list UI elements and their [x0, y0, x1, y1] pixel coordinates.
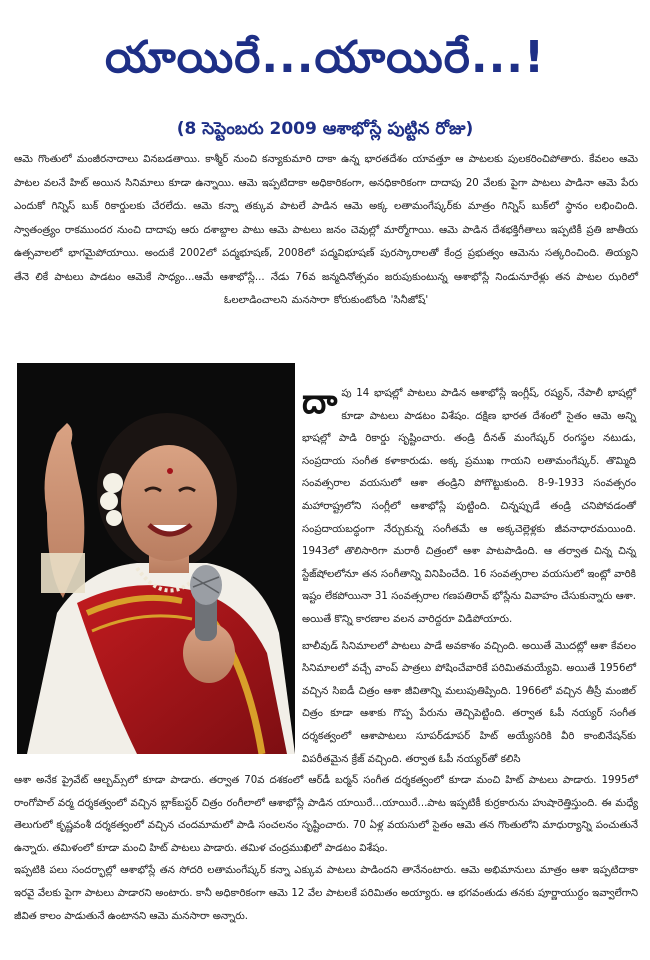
drop-cap: దా: [302, 382, 338, 422]
page-title: యాయిరే...యాయిరే...!: [104, 32, 546, 83]
column-paragraph-1-text: పు 14 భాషల్లో పాటలు పాడిన ఆశాభోస్లే ఇంగ్లీష్, రష్యన్, నేపాలీ భాషల్లో కూడా పాటలు పాడటం విశేషం. దక్షిణ భారత దేశంలో సైతం ఆమె అన్ని భాషల్లో పాడి రికార్డు సృష్టించారు. తండ్రి దీనత్ మంగేష్కర్ రంగస్థల నటుడు, సంప్రదాయ సంగీత కళాకారుడు. అక్క ప్రముఖ గాయని లతామంగేష్కర్. తొమ్మిది సంవత్సరాల వయసులో ఆశా తండ్రిని పోగొట్టుకుంది. 8-9-1933 సంవత్సరం మహారాష్ట్రలోని సంగ్లీలో ఆశాభోస్లే పుట్టింది. చిన్నప్పుడే తండ్రి చనిపోవడంతో సంప్రదాయబద్ధంగా నేర్చుకున్న సంగీతమే ఆ అక్కచెల్లెళ్లకు జీవనాధారమయింది. 1943లో తొలిసారిగా మరాఠీ చిత్రంలో ఆశా పాటపాడింది. ఆ తర్వాత చిన్న చిన్న స్టేజ్‌షోలలోనూ తన సంగీతాన్ని వినిపించేది. 16 సంవత్సరాల వయసులో ఇంట్లో వారికి ఇష్టం లేకపోయినా 31 సంవత్సరాల గణపతిరావ్ భోస్లేను వివాహం చేసుకున్నారు ఆశా. అయితే కొన్ని కారణాల వలన వారిద్దరూ విడిపోయారు.: [302, 388, 636, 625]
bottom-paragraph-2: ఇప్పటికి పలు సందర్భాల్లో ఆశాభోస్లే తన సోదరి లతామంగేష్కర్ కన్నా ఎక్కువ పాటలు పాడిందని తానేనంటారు. ఆమె అభిమానులు మాత్రం ఆశా ఇప్పటిదాకా ఇరవై వేలకు పైగా పాటలు పాడారని అంటారు. కానీ అధికారికంగా ఆమె 12 వేల పాటలకే పరిమితం అయ్యారు. ఆ భగవంతుడు తనకు పూర్ణాయుర్దం ఇవ్వాలేగాని జీవిత కాలం పాడుతునే ఉంటానని ఆమె మనసారా అన్నారు.: [14, 865, 638, 922]
article-column: [302, 383, 636, 775]
intro-paragraph: ఆమె గొంతులో మంజీరనాదాలు వినబడతాయి. కాశ్మీర్ నుంచి కన్యాకుమారి దాకా ఉన్న భారతదేశం యావత్తూ ఆ పాటలకు పులకరించిపోతారు. కేవలం ఆమె పాటల వలనే హిట్ అయిన సినిమాలు కూడా ఉన్నాయి. ఆమె ఇప్పటిదాకా అధికారికంగా, అనధికారికంగా దాదాపు 20 వేలకు పైగా పాటలు పాడినా ఆమె పేరు ఎందుకో గిన్నిస్ బుక్ రికార్డులకు చేరలేదు. ఆమె కన్నా తక్కువ పాటలే పాడిన ఆమె అక్క లతామంగేష్కర్‌కు మాత్రం గిన్నిస్ బుక్‌లో స్థానం లభించింది. స్వాతంత్ర్యం రాకముందర నుంచి దాదాపు ఆరు దశాబ్దాల పాటు ఆమె పాటలు జనం చెవుల్లో మార్మోగాయి. ఆమె పాడిన దేశభక్తిగీతాలు ఇప్పటికీ ప్రతి జాతీయ ఉత్సవాలలో భాగమైపోయాయి. అందుకే 2002లో పద్మభూషణ్, 2008లో పద్మవిభూషణ్ పురస్కారాలతో కేంద్ర ప్రభుత్వం ఆమెను సత్కరించింది. తియ్యని తేనె లికే పాటలు పాడటం ఆమెకే సాధ్యం...ఆమే ఆశాభోస్లే... నేడు 76వ జన్మదినోత్సవం జరుపుకుంటున్న ఆశాభోస్లే నిండునూరేళ్లు తన పాటల ఝరిలో ఓలలాడించాలని మనసారా కోరుకుంటోంది 'సినీజోష్': [14, 154, 638, 306]
singer-photo: [17, 363, 295, 754]
bottom-paragraph-1: ఆశా అనేక ప్రైవేట్ ఆల్బమ్స్‌లో కూడా పాడారు. తర్వాత 70వ దశకంలో ఆర్‌డీ బర్మన్ సంగీత దర్శకత్వంలో కూడా మంచి హిట్ పాటలు పాడారు. 1995లో రాంగోపాల్ వర్మ దర్శకత్వంలో వచ్చిన బ్లాక్‌బస్టర్ చిత్రం రంగీలాలో ఆశాభోస్లే పాడిన యాయిరే...యాయిరే...పాట ఇప్పటికీ కుర్రకారును హుషారెత్తిస్తుంది. ఈ మధ్యే తెలుగులో కృష్ణవంశీ దర్శకత్వంలో వచ్చిన చందమామలో పాడి సంచలనం సృష్టించారు. 70 ఏళ్ల వయసులో సైతం ఆమె తన గొంతులోని మాధుర్యాన్ని పంచుతునే ఉన్నారు. తమిళంలో కూడా మంచి హిట్ పాటలు పాడారు. తమిళ చంద్రముఖిలో పాడటం విశేషం.: [14, 775, 638, 854]
column-paragraph-2: బాలీవుడ్ సినిమాలలో పాటలు పాడే అవకాశం వచ్చింది. అయితే మొదట్లో ఆశా కేవలం సినిమాలలో వచ్చే వాంప్ పాత్రలు పోషించేవారికే పరిమితమయ్యేవి. అయితే 1956లో వచ్చిన సిఐడీ చిత్రం ఆశా జీవితాన్ని మలుపుతిప్పింది. 1966లో వచ్చిన తీస్రీ మంజిల్ చిత్రం కూడా ఆశాకు గొప్ప పేరును తెచ్చిపెట్టింది. తర్వాత ఓపీ నయ్యర్ సంగీత దర్శకత్వంలో ఆశాపాటలు సూపర్‌డూపర్ హిట్ అయ్యేసరికి వీరి కాంబినేషన్‌కు విపరీతమైన క్రేజ్ వచ్చింది. తర్వాత ఓపీ నయ్యర్‌తో కలిసి: [302, 640, 636, 765]
column-paragraph-1: [302, 383, 636, 632]
page-subtitle: (8 సెప్టెంబరు 2009 ఆశాభోస్లే పుట్టిన రోజు): [176, 119, 474, 139]
article-bottom: [14, 770, 638, 928]
